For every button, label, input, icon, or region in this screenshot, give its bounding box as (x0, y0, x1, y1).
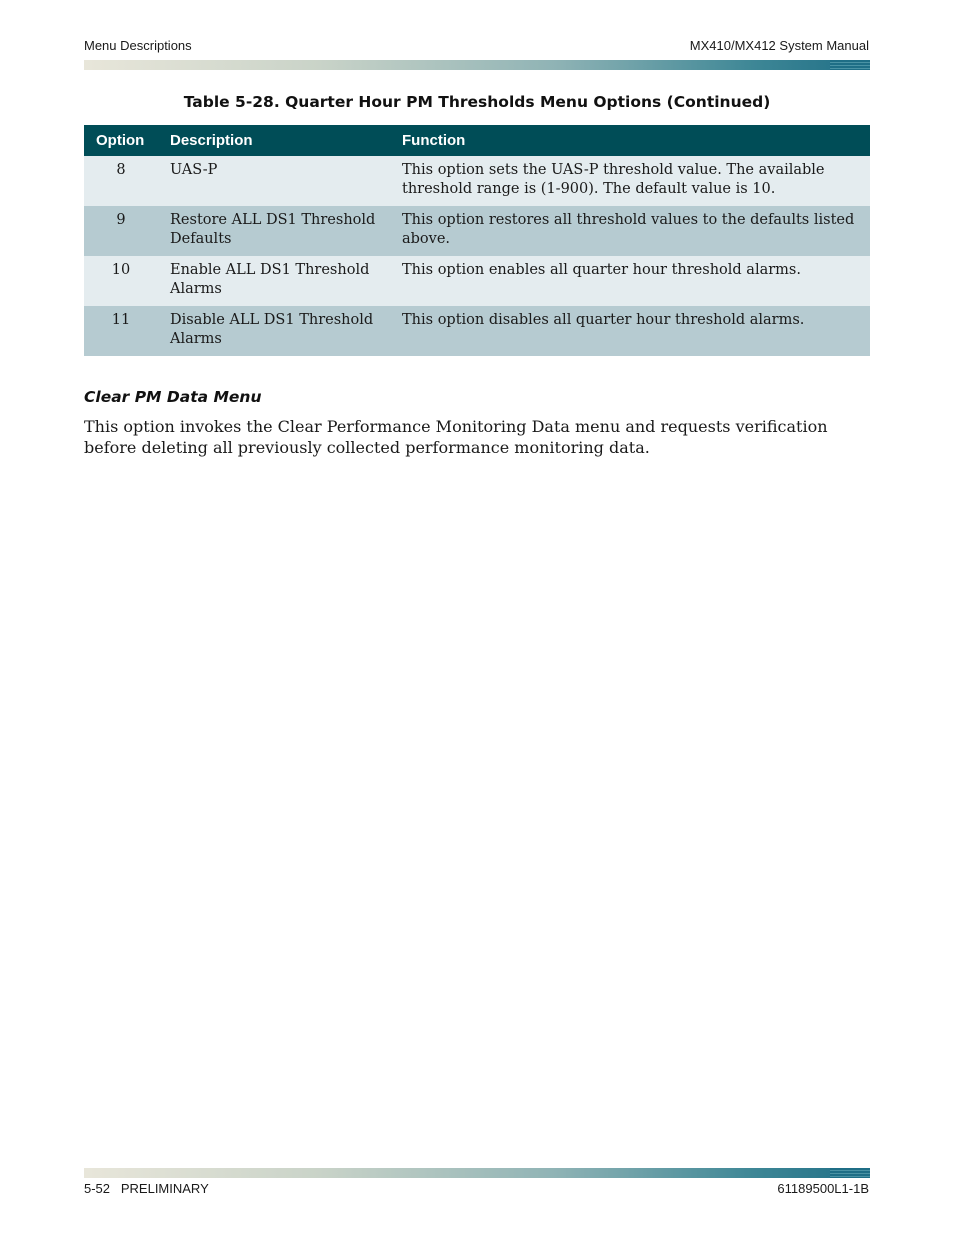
running-header-left: Menu Descriptions (84, 38, 192, 53)
table-row (84, 306, 870, 356)
table-row (84, 256, 870, 306)
document-number-footer: 61189500L1-1B (777, 1181, 869, 1196)
page-number-footer: 5-52 PRELIMINARY (84, 1181, 209, 1196)
option-cell: 8 (84, 156, 158, 206)
description-cell: Restore ALL DS1 Threshold Defaults (158, 206, 390, 256)
function-cell: This option enables all quarter hour threshold alarms. (390, 256, 870, 306)
running-header-right: MX410/MX412 System Manual (689, 38, 869, 53)
column-header-option: Option (84, 125, 158, 156)
function-cell: This option restores all threshold values to the defaults listed above. (390, 206, 870, 256)
table-row (84, 206, 870, 256)
function-cell: This option sets the UAS-P threshold value. The available threshold range is (1-900). The default value is 10. (390, 156, 870, 206)
option-cell: 10 (84, 256, 158, 306)
footer-rule (84, 1168, 870, 1178)
column-header-function: Function (390, 125, 870, 156)
table-row (84, 156, 870, 206)
description-cell: Disable ALL DS1 Threshold Alarms (158, 306, 390, 356)
section-body-paragraph: This option invokes the Clear Performance Monitoring Data menu and requests verification before deleting all previously collected performance monitoring data. (84, 417, 828, 457)
table-caption: Table 5-28. Quarter Hour PM Thresholds Menu Options (Continued) (183, 93, 771, 111)
description-cell: UAS-P (158, 156, 390, 206)
section-heading: Clear PM Data Menu (84, 388, 262, 406)
description-cell: Enable ALL DS1 Threshold Alarms (158, 256, 390, 306)
column-header-description: Description (158, 125, 390, 156)
option-cell: 9 (84, 206, 158, 256)
option-cell: 11 (84, 306, 158, 356)
header-rule (84, 60, 870, 70)
function-cell: This option disables all quarter hour threshold alarms. (390, 306, 870, 356)
table-header-row (84, 125, 870, 156)
options-table (84, 125, 870, 356)
